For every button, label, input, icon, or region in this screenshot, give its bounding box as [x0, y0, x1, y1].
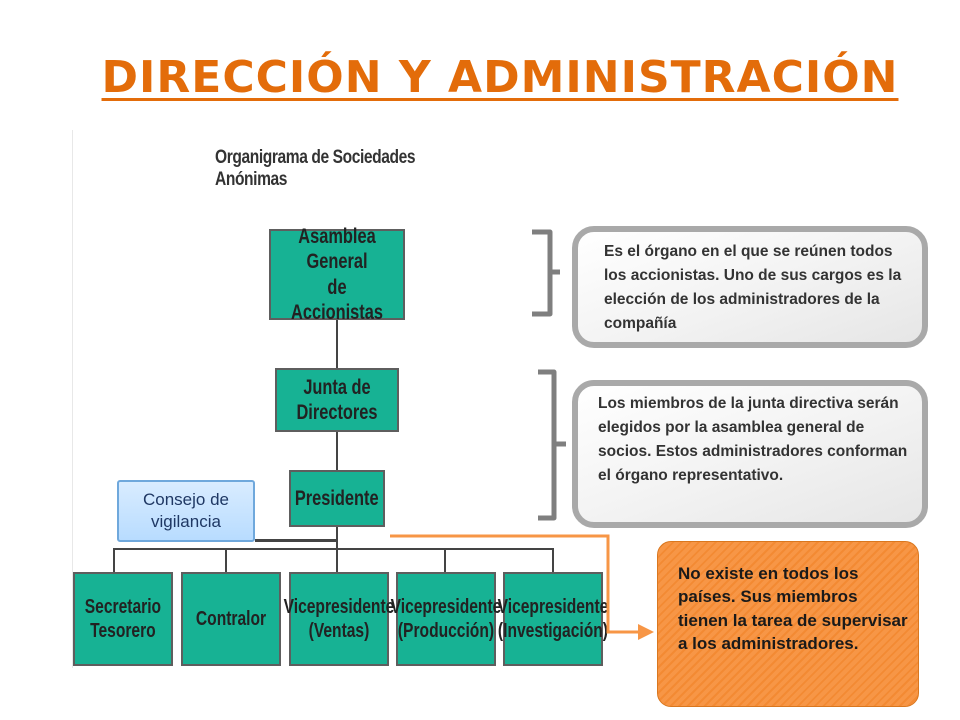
- line-presidente-down: [336, 527, 338, 549]
- line-drop-3: [336, 548, 338, 572]
- node-presidente-label: Presidente: [295, 486, 379, 510]
- node-presidente: [289, 470, 385, 527]
- bracket-junta: [534, 366, 570, 524]
- node-vp-produccion-label: Vicepresidente (Producción): [390, 596, 502, 642]
- line-consejo-link: [255, 539, 338, 542]
- line-drop-2: [225, 548, 227, 572]
- node-junta-directores: [275, 368, 399, 432]
- node-contralor-label: Contralor: [195, 608, 267, 630]
- node-contralor: [181, 572, 281, 666]
- connector-arrow-head: [638, 624, 654, 640]
- node-asamblea-general-label: Asamblea General de Accionistas: [291, 225, 383, 324]
- slide-title: DIRECCIÓN Y ADMINISTRACIÓN: [101, 52, 899, 103]
- node-asamblea-general: [269, 225, 405, 324]
- node-vp-investigacion: [497, 572, 609, 666]
- consejo-vigilancia-box: Consejo de vigilancia: [117, 480, 255, 542]
- line-asamblea-junta: [336, 318, 338, 368]
- callout-asamblea: Es el órgano en el que se reúnen todos los accionistas. Uno de sus cargos es la elección de los administradores de la compañía: [572, 226, 928, 348]
- line-junta-presidente: [336, 432, 338, 470]
- org-chart-heading: Organigrama de Sociedades Anónimas: [215, 147, 416, 190]
- callout-junta: Los miembros de la junta directiva serán elegidos por la asamblea general de socios. Estos administradores conforman el órgano representativo.: [572, 380, 928, 528]
- node-junta-directores-label: Junta de Directores: [296, 375, 378, 424]
- bracket-asamblea-path: [532, 232, 560, 314]
- line-horizontal-bus: [113, 548, 553, 550]
- node-vp-produccion: [390, 572, 502, 666]
- callout-consejo: No existe en todos los países. Sus miembros tienen la tarea de supervisar a los administradores.: [657, 541, 919, 707]
- node-vp-ventas-label: Vicepresidente (Ventas): [283, 596, 395, 642]
- node-secretario-tesorero-label: Secretario Tesorero: [84, 596, 162, 642]
- bracket-asamblea: [528, 226, 564, 320]
- line-drop-5: [552, 548, 554, 572]
- bracket-junta-path: [538, 372, 566, 518]
- node-vp-ventas: [283, 572, 395, 666]
- line-drop-4: [444, 548, 446, 572]
- node-vp-investigacion-label: Vicepresidente (Investigación): [497, 596, 609, 642]
- node-secretario-tesorero: [73, 572, 173, 666]
- line-drop-1: [113, 548, 115, 572]
